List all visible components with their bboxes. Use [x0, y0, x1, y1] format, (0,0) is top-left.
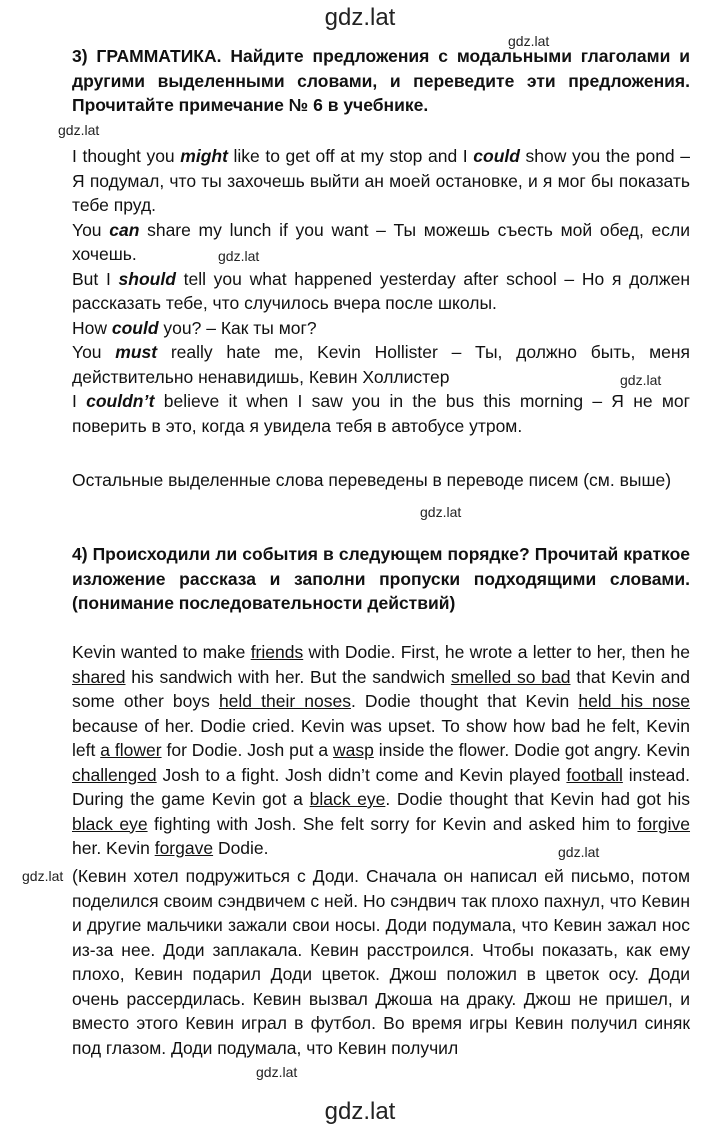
sentence: How could you? – Как ты мог?: [72, 317, 317, 338]
story-text: Dodie.: [213, 838, 269, 858]
story-text: . Dodie thought that Kevin had got his: [385, 789, 691, 809]
filled-word: smelled so bad: [450, 666, 571, 687]
sentence: I couldn’t believe it when I saw you in the bus this morning – Я не мог поверить в это, когда я увидела тебя в автобусе утром.: [72, 391, 690, 436]
watermark: gdz.lat: [218, 248, 260, 264]
story-text: instead. During the game Kevin got a: [72, 764, 691, 809]
watermark-bottom: gdz.lat: [324, 1098, 396, 1125]
watermark: gdz.lat: [558, 844, 600, 860]
watermark: gdz.lat: [22, 868, 64, 884]
story-text: with Dodie. First, he wrote a letter to her, then he: [303, 642, 690, 662]
filled-word: shared: [72, 666, 126, 687]
watermark: gdz.lat: [420, 504, 462, 520]
filled-word: held their noses: [218, 691, 351, 711]
filled-word: black eye: [309, 789, 386, 809]
sentence: You can share my lunch if you want – Ты можешь съесть мой обед, если хочешь.: [72, 219, 690, 264]
filled-word: forgave: [154, 838, 214, 858]
watermark: gdz.lat: [58, 122, 100, 138]
story-text: inside the flower. Dodie got angry. Kevin: [373, 740, 690, 760]
story-text: his sandwich with her. But the sandwich: [125, 666, 451, 687]
filled-word: forgive: [637, 813, 691, 834]
task3-heading: 3) ГРАММАТИКА. Найдите предложения с модальными глаголами и другими выделенными словами, и переведите эти предложения. Прочитайте примечание № 6 в учебнике.: [72, 46, 690, 115]
story-text: fighting with Josh. She felt sorry for Kevin and asked him to: [147, 813, 638, 834]
story-text: that Kevin and some other boys: [72, 666, 690, 711]
sentence: But I should tell you what happened yesterday after school – Но я должен рассказать тебе, что случилось вчера после школы.: [72, 268, 690, 313]
sentence: You must really hate me, Kevin Hollister – Ты, должно быть, меня действительно ненавидишь, Кевин Холлистер: [72, 342, 690, 387]
watermark: gdz.lat: [508, 33, 550, 49]
story-text: her. Kevin: [72, 838, 155, 858]
filled-word: black eye: [72, 813, 148, 834]
story-text: because of her. Dodie cried. Kevin was upset. To show how bad he felt, Kevin left: [72, 715, 690, 760]
filled-word: wasp: [333, 740, 374, 760]
story-text: . Dodie thought that Kevin: [350, 691, 579, 711]
story-text: for Dodie. Josh put a: [161, 740, 334, 760]
filled-word: friends: [250, 642, 304, 662]
watermark-top: gdz.lat: [324, 4, 396, 31]
filled-word: challenged: [72, 764, 157, 785]
task4-translation: (Кевин хотел подружиться с Доди. Сначала он написал ей письмо, потом поделился своим сэндвичем с ней. Но сэндвич так плохо пахнул, что Кевин и другие мальчики зажали свои носы. Доди подумала, что Кевин зажал нос из-за нее. Доди заплакала. Кевин расстроился. Чтобы показать, как ему плохо, Кевин подарил Доди цветок. Джош положил в цветок осу. Доди очень рассердилась. Кевин вызвал Джоша на драку. Джош не пришел, и вместо этого Кевин играл в футбол. Во время игры Кевин получил синяк под глазом. Доди подумала, что Кевин получил: [72, 866, 690, 1058]
filled-word: held his nose: [578, 691, 690, 711]
task3-sentences: [72, 144, 690, 438]
filled-word: football: [566, 764, 623, 785]
story-text: Josh to a fight. Josh didn’t come and Kevin played: [156, 764, 567, 785]
task4-story: [72, 640, 690, 861]
task3-note: Остальные выделенные слова переведены в переводе писем (см. выше): [72, 470, 672, 490]
task4-heading: 4) Происходили ли события в следующем порядке? Прочитай краткое изложение рассказа и заполни пропуски подходящими словами. (понимание последовательности действий): [72, 544, 690, 613]
watermark: gdz.lat: [256, 1064, 298, 1080]
sentence: I thought you might like to get off at my stop and I could show you the pond – Я подумал, что ты захочешь выйти ан моей остановке, и я мог бы показать тебе пруд.: [72, 146, 690, 215]
filled-word: a flower: [100, 740, 162, 760]
watermark: gdz.lat: [620, 372, 662, 388]
story-text: Kevin wanted to make: [72, 642, 251, 662]
